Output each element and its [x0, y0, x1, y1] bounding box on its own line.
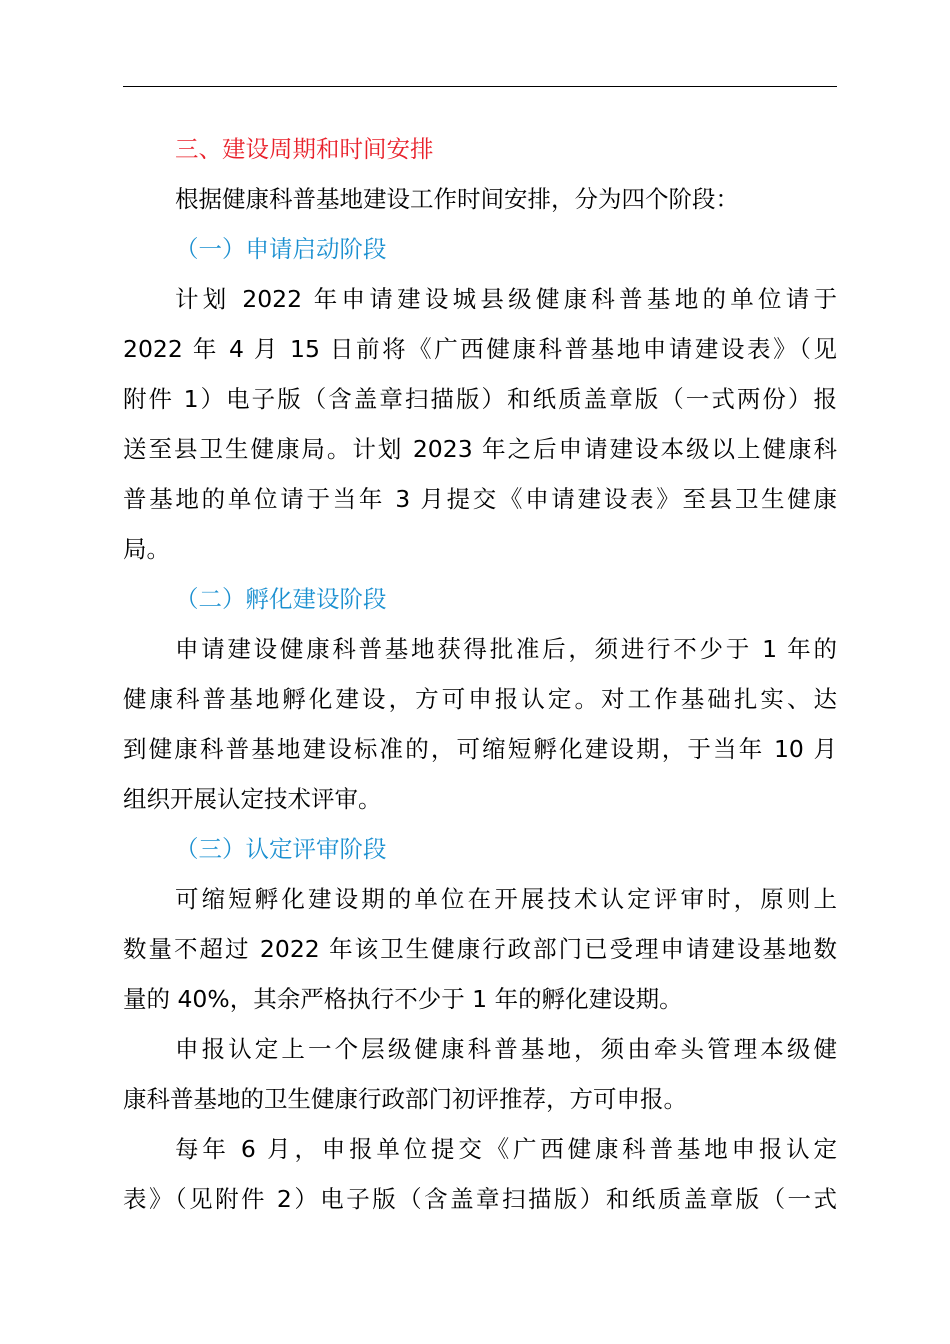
stage-2-heading: （二）孵化建设阶段: [175, 585, 387, 613]
stage-3-text-line: 数量不超过 2022 年该卫生健康行政部门已受理申请建设基地数: [123, 935, 837, 963]
header-rule: [123, 86, 837, 87]
intro-paragraph: 根据健康科普基地建设工作时间安排，分为四个阶段：: [175, 185, 739, 213]
stage-2-text-line: 申请建设健康科普基地获得批准后，须进行不少于 1 年的: [175, 635, 837, 663]
section-heading: 三、建设周期和时间安排: [175, 135, 434, 163]
stage-1-text-line: 普基地的单位请于当年 3 月提交《申请建设表》至县卫生健康: [123, 485, 837, 513]
stage-3-text-line: 每年 6 月，申报单位提交《广西健康科普基地申报认定: [175, 1135, 837, 1163]
stage-1-text-line: 计划 2022 年申请建设城县级健康科普基地的单位请于: [175, 285, 837, 313]
stage-2-text-line: 组织开展认定技术评审。: [123, 785, 382, 813]
stage-1-text-line: 送至县卫生健康局。计划 2023 年之后申请建设本级以上健康科: [123, 435, 837, 463]
stage-1-text-line: 2022 年 4 月 15 日前将《广西健康科普基地申请建设表》（见: [123, 335, 837, 363]
stage-3-text-line: 康科普基地的卫生健康行政部门初评推荐，方可申报。: [123, 1085, 687, 1113]
stage-3-text-line: 申报认定上一个层级健康科普基地，须由牵头管理本级健: [175, 1035, 837, 1063]
stage-1-heading: （一）申请启动阶段: [175, 235, 387, 263]
document-body: [123, 124, 837, 1224]
stage-3-text-line: 量的 40%，其余严格执行不少于 1 年的孵化建设期。: [123, 985, 683, 1013]
stage-1-text-line: 局。: [123, 535, 170, 563]
stage-1-text-line: 附件 1）电子版（含盖章扫描版）和纸质盖章版（一式两份）报: [123, 385, 837, 413]
stage-2-text-line: 健康科普基地孵化建设，方可申报认定。对工作基础扎实、达: [123, 685, 837, 713]
stage-2-text-line: 到健康科普基地建设标准的，可缩短孵化建设期，于当年 10 月: [123, 735, 837, 763]
stage-3-text-line: 表》（见附件 2）电子版（含盖章扫描版）和纸质盖章版（一式: [123, 1185, 837, 1213]
stage-3-text-line: 可缩短孵化建设期的单位在开展技术认定评审时，原则上: [175, 885, 837, 913]
stage-3-heading: （三）认定评审阶段: [175, 835, 387, 863]
